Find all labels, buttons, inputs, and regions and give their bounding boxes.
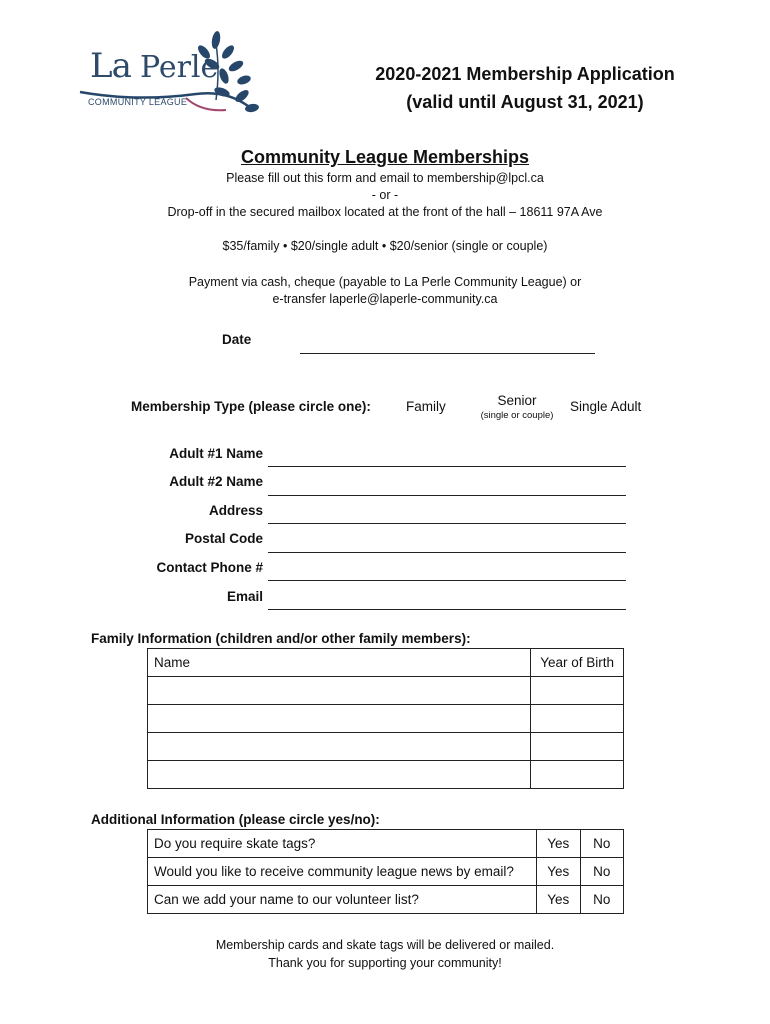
question-text: Do you require skate tags? bbox=[148, 830, 537, 858]
answer-yes[interactable]: Yes bbox=[537, 830, 580, 858]
membership-option-senior[interactable]: Senior bbox=[497, 393, 537, 408]
question-row bbox=[148, 858, 624, 886]
family-info-table bbox=[147, 648, 624, 789]
email-field-line[interactable] bbox=[268, 609, 626, 610]
payment-text-2: e-transfer laperle@laperle-community.ca bbox=[272, 292, 498, 306]
postal-code-label: Postal Code bbox=[184, 531, 263, 546]
family-name-cell[interactable] bbox=[148, 677, 531, 705]
logo-text-perle: Perle bbox=[140, 50, 219, 85]
question-text: Can we add your name to our volunteer list? bbox=[148, 886, 537, 914]
table-row bbox=[148, 677, 624, 705]
section-title: Community League Memberships bbox=[240, 147, 530, 167]
membership-option-family[interactable]: Family bbox=[406, 399, 446, 414]
form-title-line1: 2020-2021 Membership Application bbox=[375, 64, 675, 84]
date-label: Date bbox=[222, 332, 252, 347]
col-header-year-of-birth: Year of Birth bbox=[531, 649, 624, 677]
postal-code-field-line[interactable] bbox=[268, 552, 626, 553]
family-name-cell[interactable] bbox=[148, 761, 531, 789]
table-header-row bbox=[148, 649, 624, 677]
question-row bbox=[148, 830, 624, 858]
answer-no[interactable]: No bbox=[580, 886, 623, 914]
adult2-label: Adult #2 Name bbox=[169, 474, 263, 489]
footer-line2: Thank you for supporting your community! bbox=[268, 956, 502, 970]
family-year-cell[interactable] bbox=[531, 761, 624, 789]
form-title-line2: (valid until August 31, 2021) bbox=[406, 92, 644, 112]
adult1-label: Adult #1 Name bbox=[169, 446, 263, 461]
question-row bbox=[148, 886, 624, 914]
address-field-line[interactable] bbox=[268, 523, 626, 524]
family-info-heading: Family Information (children and/or other family members): bbox=[91, 631, 471, 646]
family-year-cell[interactable] bbox=[531, 705, 624, 733]
membership-option-senior-note: (single or couple) bbox=[480, 410, 554, 421]
pricing-text: $35/family • $20/single adult • $20/senior (single or couple) bbox=[222, 239, 548, 253]
address-label: Address bbox=[208, 503, 263, 518]
table-row bbox=[148, 705, 624, 733]
answer-yes[interactable]: Yes bbox=[537, 858, 580, 886]
instruction-dropoff: Drop-off in the secured mailbox located at the front of the hall – 18611 97A Ave bbox=[167, 205, 603, 219]
family-name-cell[interactable] bbox=[148, 705, 531, 733]
additional-info-heading: Additional Information (please circle yes/no): bbox=[91, 812, 380, 827]
additional-info-table bbox=[147, 829, 624, 914]
contact-phone-field-line[interactable] bbox=[268, 580, 626, 581]
answer-no[interactable]: No bbox=[580, 830, 623, 858]
answer-no[interactable]: No bbox=[580, 858, 623, 886]
logo-subtitle: COMMUNITY LEAGUE bbox=[88, 97, 188, 107]
adult2-field-line[interactable] bbox=[268, 495, 626, 496]
instruction-or: - or - bbox=[371, 188, 399, 202]
email-label: Email bbox=[226, 589, 263, 604]
date-field-line[interactable] bbox=[300, 353, 595, 354]
contact-phone-label: Contact Phone # bbox=[156, 560, 263, 575]
question-text: Would you like to receive community league news by email? bbox=[148, 858, 537, 886]
logo-text-la: La bbox=[90, 46, 131, 86]
adult1-field-line[interactable] bbox=[268, 466, 626, 467]
family-year-cell[interactable] bbox=[531, 733, 624, 761]
instruction-email: Please fill out this form and email to membership@lpcl.ca bbox=[226, 171, 544, 185]
family-name-cell[interactable] bbox=[148, 733, 531, 761]
table-row bbox=[148, 733, 624, 761]
membership-type-label: Membership Type (please circle one): bbox=[131, 399, 371, 414]
answer-yes[interactable]: Yes bbox=[537, 886, 580, 914]
col-header-name: Name bbox=[148, 649, 531, 677]
footer-line1: Membership cards and skate tags will be delivered or mailed. bbox=[215, 938, 555, 952]
membership-option-single-adult[interactable]: Single Adult bbox=[570, 399, 642, 414]
payment-text-1: Payment via cash, cheque (payable to La Perle Community League) or bbox=[188, 275, 582, 289]
la-perle-logo bbox=[76, 30, 266, 120]
table-row bbox=[148, 761, 624, 789]
family-year-cell[interactable] bbox=[531, 677, 624, 705]
